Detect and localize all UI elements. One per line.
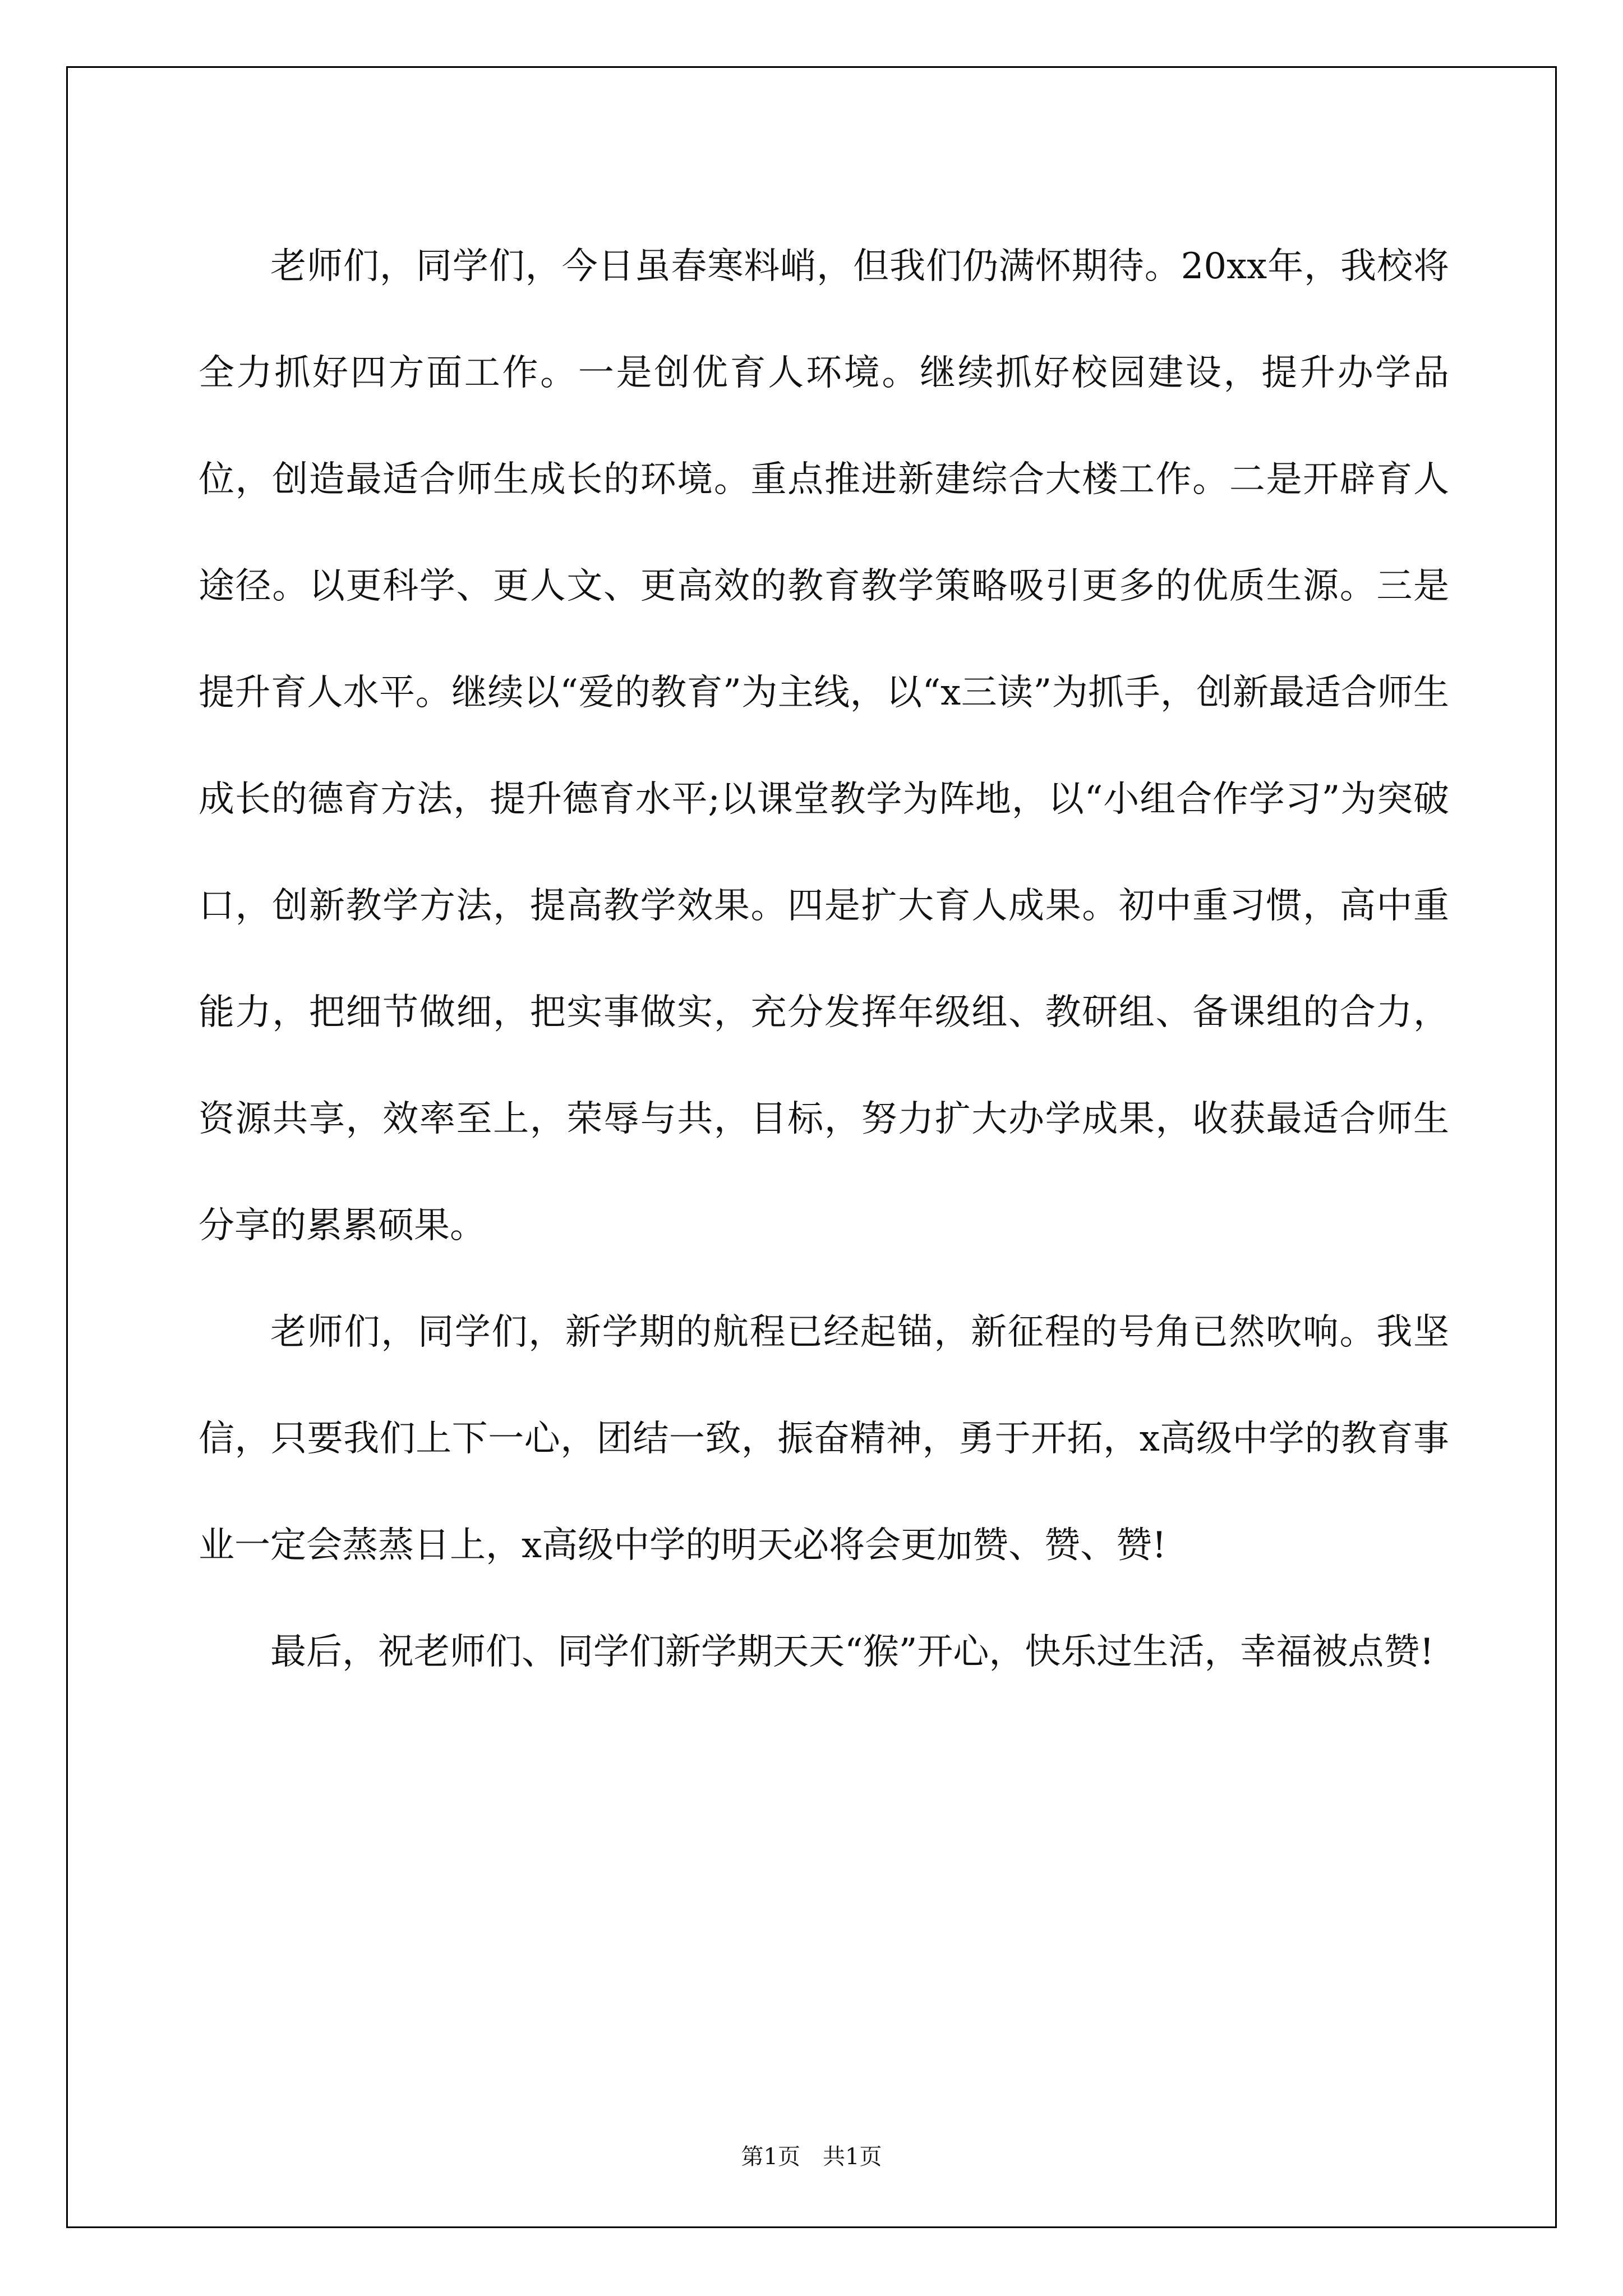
document-body <box>199 213 1449 1705</box>
paragraph-2: 老师们，同学们，新学期的航程已经起锚，新征程的号角已然吹响。我坚信，只要我们上下一心，团结一致，振奋精神，勇于开拓，x高级中学的教育事业一定会蒸蒸日上，x高级中学的明天必将会更加赞、赞、赞! <box>199 1312 1449 1566</box>
paragraph-1: 老师们，同学们，今日虽春寒料峭，但我们仍满怀期待。20xx年，我校将全力抓好四方面工作。一是创优育人环境。继续抓好校园建设，提升办学品位，创造最适合师生成长的环境。重点推进新建综合大楼工作。二是开辟育人途径。以更科学、更人文、更高效的教育教学策略吸引更多的优质生源。三是提升育人水平。继续以“爱的教育”为主线，以“x三读”为抓手，创新最适合师生成长的德育方法，提升德育水平;以课堂教学为阵地，以“小组合作学习”为突破口，创新教学方法，提高教学效果。四是扩大育人成果。初中重习惯，高中重能力，把细节做细，把实事做实，充分发挥年级组、教研组、备课组的合力，资源共享，效率至上，荣辱与共，目标，努力扩大办学成果，收获最适合师生分享的累累硕果。 <box>199 246 1449 1246</box>
page-number-footer: 第1页 共1页 <box>741 2144 882 2170</box>
paragraph-3: 最后，祝老师们、同学们新学期天天“猴”开心，快乐过生活，幸福被点赞! <box>270 1631 1435 1673</box>
